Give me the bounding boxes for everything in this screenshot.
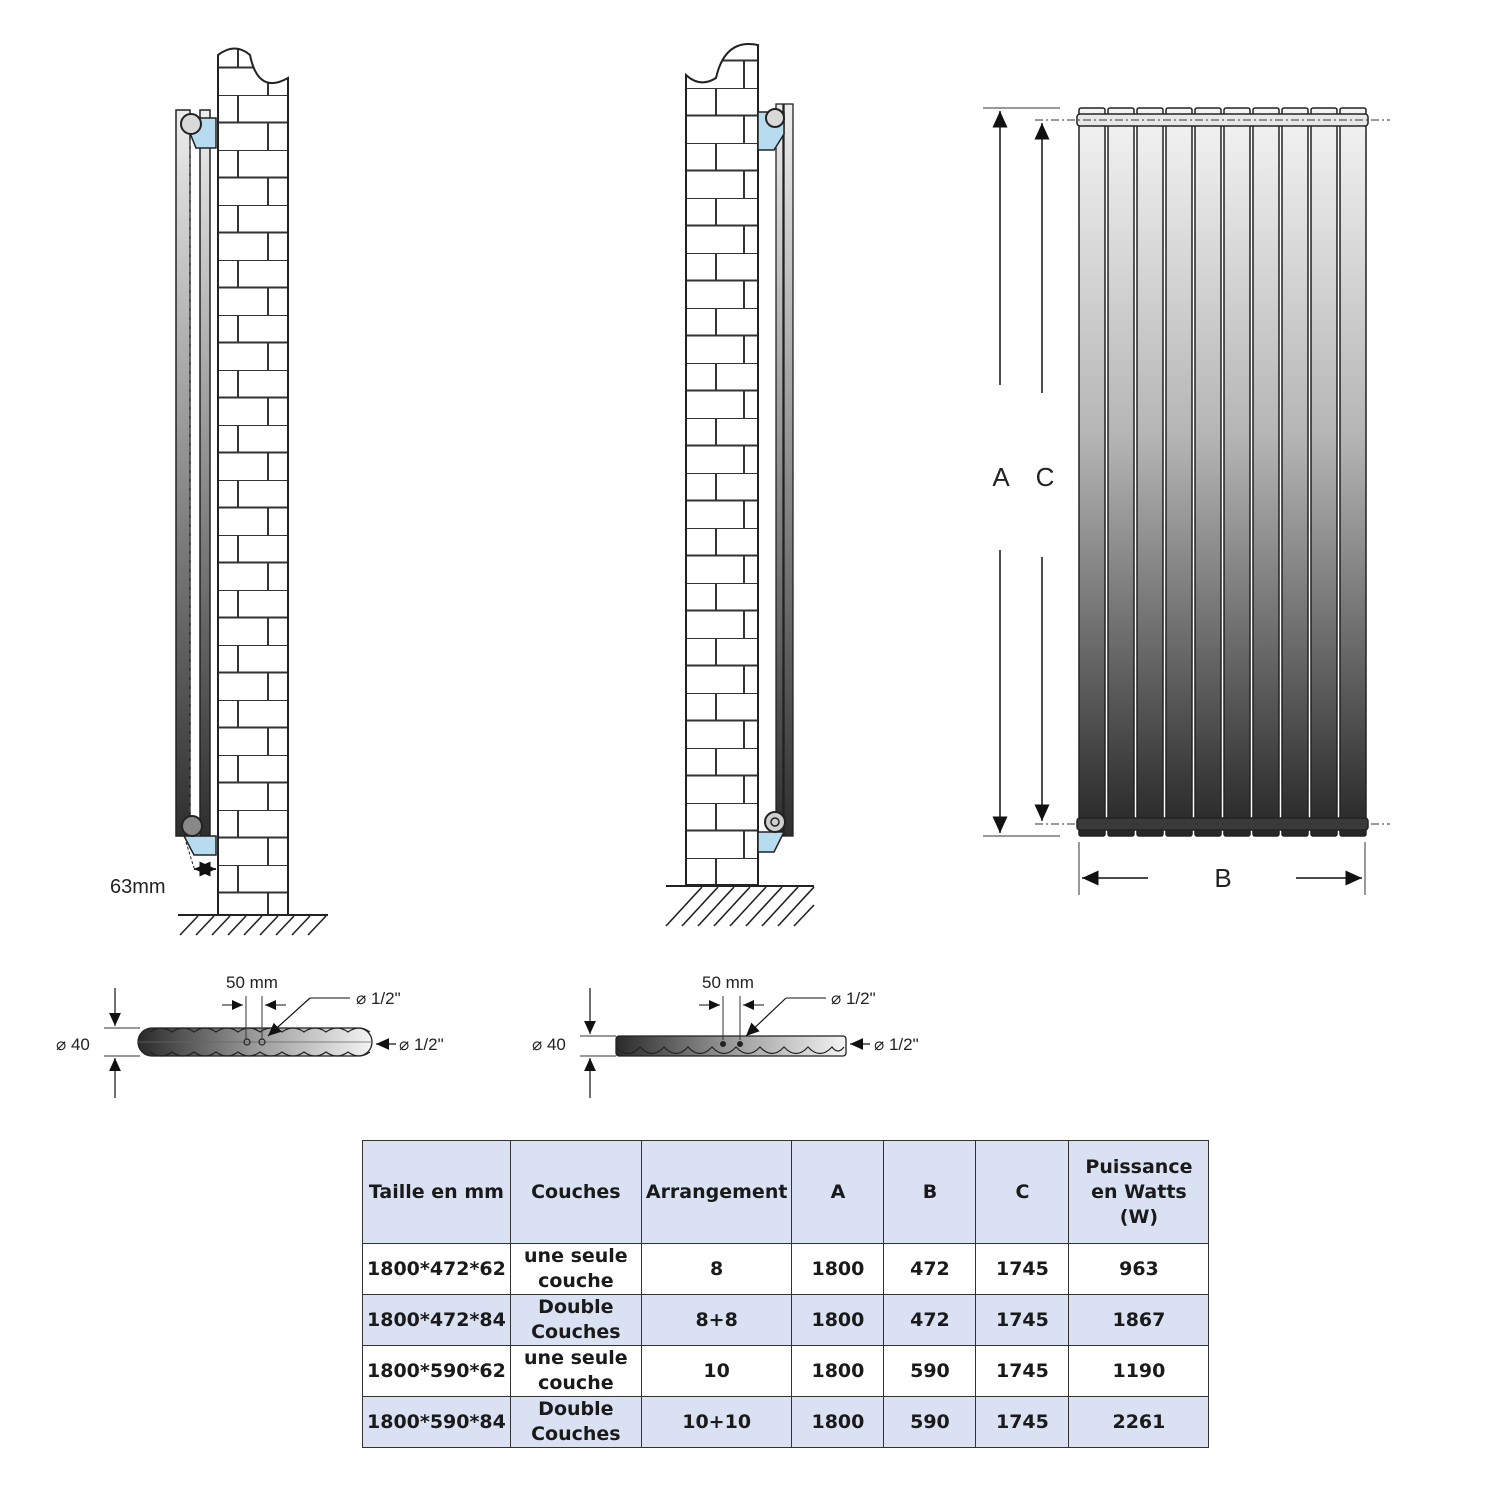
cell-power: 1867 (1069, 1295, 1209, 1346)
cell-arrangement: 8 (641, 1244, 792, 1295)
dimension-b (1082, 863, 1362, 893)
cell-layers: Double Couches (510, 1295, 641, 1346)
table-row (363, 1295, 1209, 1346)
table-row (363, 1346, 1209, 1397)
header-a: A (792, 1141, 884, 1244)
section-double-pipe-top-label: ⌀ 1/2" (831, 989, 876, 1008)
cell-layers: une seule couche (510, 1244, 641, 1295)
cell-a: 1800 (792, 1397, 884, 1448)
dimension-a-label: A (992, 462, 1010, 492)
bottom-bracket-left (182, 816, 216, 855)
section-single-pipe-side-label: ⌀ 1/2" (399, 1035, 444, 1054)
dimension-c (1036, 123, 1055, 821)
cell-c: 1745 (976, 1397, 1069, 1448)
cell-arrangement: 8+8 (641, 1295, 792, 1346)
header-arrangement: Arrangement (641, 1141, 792, 1244)
cell-b: 590 (884, 1346, 976, 1397)
depth-label: 63mm (110, 876, 166, 898)
dimension-b-label: B (1214, 863, 1232, 893)
cell-power: 1190 (1069, 1346, 1209, 1397)
side-view-double (666, 44, 814, 926)
cell-b: 472 (884, 1295, 976, 1346)
front-view (983, 108, 1390, 895)
cell-a: 1800 (792, 1346, 884, 1397)
section-double-pipe-side-label: ⌀ 1/2" (874, 1035, 919, 1054)
cell-arrangement: 10+10 (641, 1397, 792, 1448)
floor-hatch-left (178, 915, 328, 935)
cell-c: 1745 (976, 1295, 1069, 1346)
cell-size: 1800*590*62 (363, 1346, 511, 1397)
cell-size: 1800*472*62 (363, 1244, 511, 1295)
header-size: Taille en mm (363, 1141, 511, 1244)
radiator-panels (1079, 108, 1366, 836)
cell-power: 963 (1069, 1244, 1209, 1295)
brick-wall-middle (686, 44, 758, 885)
bottom-bracket-middle (758, 812, 785, 852)
tube-cluster-double (616, 1036, 846, 1056)
cell-arrangement: 10 (641, 1346, 792, 1397)
spec-table (362, 1140, 1209, 1448)
section-single-spacing-label: 50 mm (226, 973, 278, 992)
section-single-pipe-top-label: ⌀ 1/2" (356, 989, 401, 1008)
section-single-layer (56, 973, 444, 1098)
brick-wall-left (218, 49, 288, 916)
cell-layers: Double Couches (510, 1397, 641, 1448)
header-b: B (884, 1141, 976, 1244)
section-double-spacing-label: 50 mm (702, 973, 754, 992)
floor-hatch-middle (666, 886, 814, 926)
cell-power: 2261 (1069, 1397, 1209, 1448)
header-layers: Couches (510, 1141, 641, 1244)
section-double-layer (532, 973, 919, 1098)
cell-size: 1800*590*84 (363, 1397, 511, 1448)
cell-c: 1745 (976, 1244, 1069, 1295)
header-power: Puissance en Watts (W) (1069, 1141, 1209, 1244)
radiator-side-left (176, 110, 210, 836)
cell-b: 590 (884, 1397, 976, 1448)
cell-layers: une seule couche (510, 1346, 641, 1397)
table-row (363, 1397, 1209, 1448)
section-double-diameter-label: ⌀ 40 (532, 1035, 566, 1054)
dimension-a (992, 111, 1010, 833)
cell-c: 1745 (976, 1346, 1069, 1397)
cell-size: 1800*472*84 (363, 1295, 511, 1346)
header-c: C (976, 1141, 1069, 1244)
cell-b: 472 (884, 1244, 976, 1295)
radiator-side-middle (776, 104, 793, 836)
side-view-single (110, 49, 328, 936)
tube-cluster-single (138, 1028, 372, 1056)
section-single-diameter-label: ⌀ 40 (56, 1035, 90, 1054)
dimension-c-label: C (1035, 462, 1055, 492)
table-header-row (363, 1141, 1209, 1244)
cell-a: 1800 (792, 1295, 884, 1346)
cell-a: 1800 (792, 1244, 884, 1295)
table-row (363, 1244, 1209, 1295)
